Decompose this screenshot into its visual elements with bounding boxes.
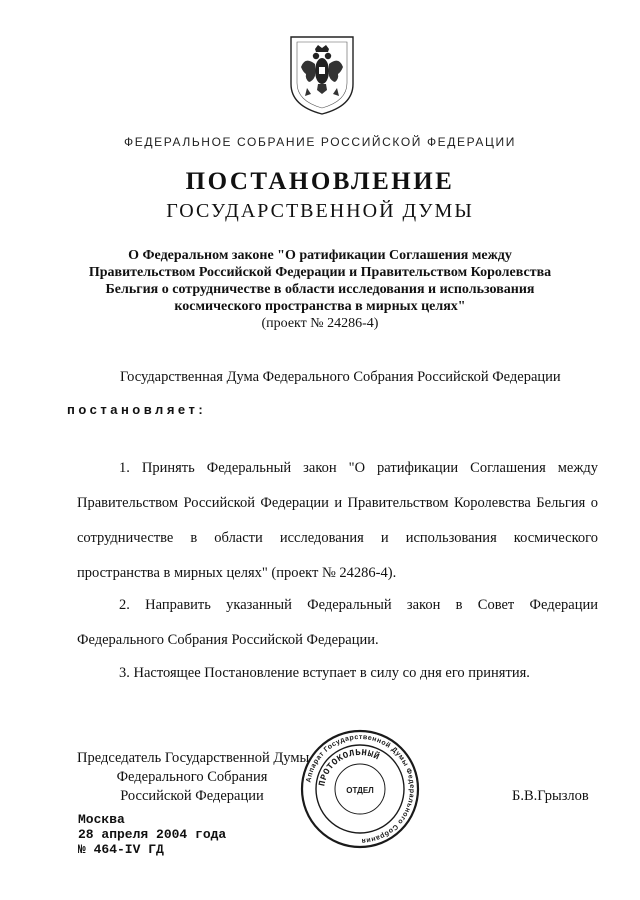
resolution-item-3 <box>77 656 598 691</box>
subject-line: О Федеральном законе "О ратификации Соглашения между <box>128 248 512 263</box>
russian-coat-of-arms-icon <box>287 34 357 116</box>
issuer-line: Государственная Дума Федерального Собрания Российской Федерации <box>120 369 561 385</box>
signatory-name: Б.В.Грызлов <box>512 788 589 804</box>
position-line: Федерального Собрания <box>116 769 268 785</box>
subject-line: Бельгия о сотрудничестве в области исследования и использования <box>105 282 535 297</box>
round-protocol-department-stamp <box>298 727 422 851</box>
project-number: (проект № 24286-4) <box>261 316 379 331</box>
city: Москва <box>78 812 125 827</box>
document-subtitle: ГОСУДАРСТВЕННОЙ ДУМЫ <box>166 200 474 222</box>
document-number: № 464-IV ГД <box>78 842 164 857</box>
place-and-date <box>78 812 226 857</box>
position-line: Российской Федерации <box>120 788 264 804</box>
item-text: 2. Направить указанный Федеральный закон в Совет Федерации Федерального Собрания Российской Федерации. <box>77 597 598 648</box>
subject-heading <box>60 247 580 315</box>
resolution-item-1 <box>77 451 598 591</box>
organization-heading: ФЕДЕРАЛЬНОЕ СОБРАНИЕ РОССИЙСКОЙ ФЕДЕРАЦИИ <box>124 135 516 149</box>
date: 28 апреля 2004 года <box>78 827 227 842</box>
resolves-word: постановляет: <box>67 402 207 417</box>
signatory-position <box>77 749 310 806</box>
item-text: 3. Настоящее Постановление вступает в силу со дня его принятия. <box>119 665 530 681</box>
stamp-middle-text: ПРОТОКОЛЬНЫЙ <box>317 747 382 788</box>
document-title: ПОСТАНОВЛЕНИЕ <box>185 168 455 195</box>
position-line: Председатель Государственной Думы <box>77 750 310 766</box>
resolution-item-2 <box>77 588 598 658</box>
subject-line: космического пространства в мирных целях" <box>174 299 466 314</box>
stamp-outer-text: Аппарат Государственной Думы Федерального Собрания <box>305 733 416 845</box>
subject-line: Правительством Российской Федерации и Правительством Королевства <box>88 265 552 280</box>
item-text: 1. Принять Федеральный закон "О ратификации Соглашения между Правительством Российской Федерации и Правительством Королевства Бельгия о сотрудничестве в области исследования и использования космического пространства в мирных целях" (проект № 24286-4). <box>77 460 598 581</box>
stamp-center-text: ОТДЕЛ <box>346 786 374 795</box>
